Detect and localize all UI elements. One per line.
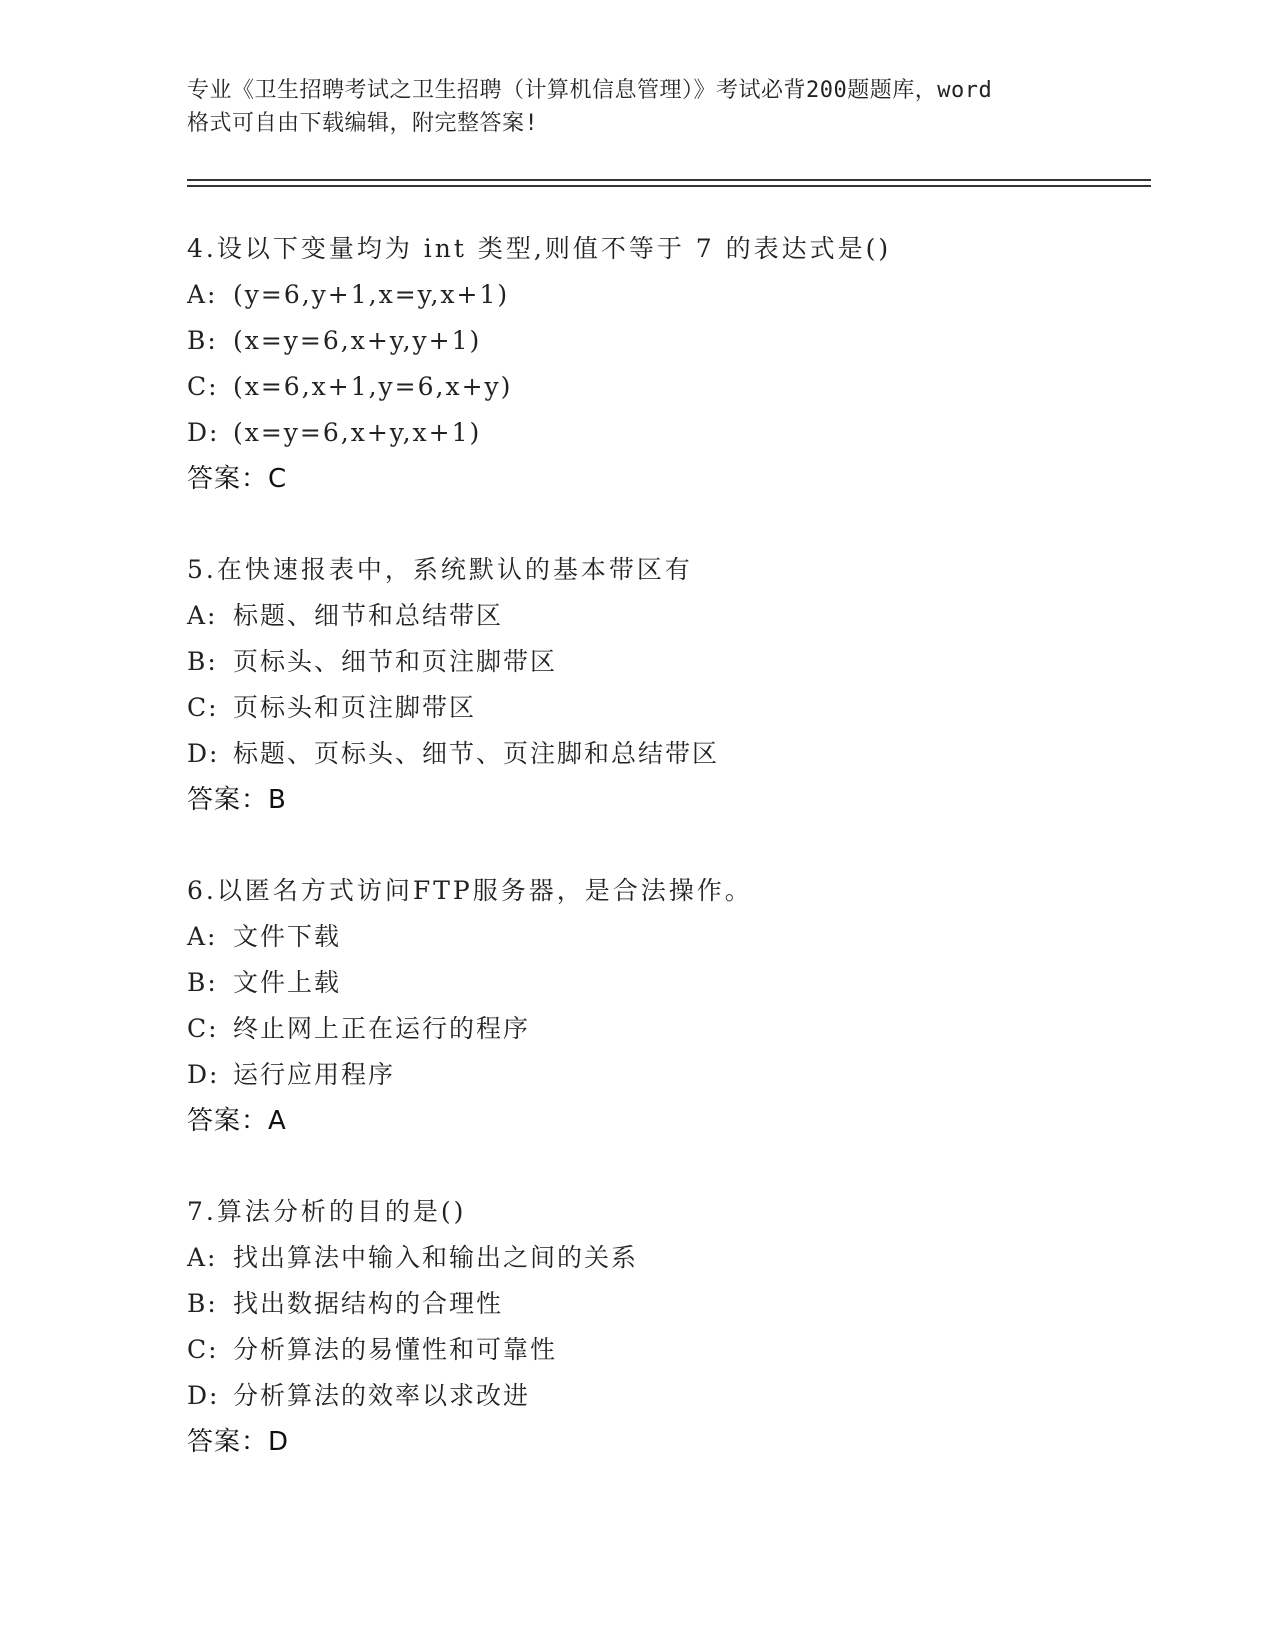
option-label: D: <box>187 739 220 768</box>
header-divider-bottom <box>187 185 1151 187</box>
option-c <box>187 1006 1147 1052</box>
option-c <box>187 364 1147 410</box>
option-text: 终止网上正在运行的程序 <box>233 1014 531 1043</box>
option-text: (x=y=6,x+y,x+1) <box>233 418 482 447</box>
option-text: 文件下载 <box>233 922 342 951</box>
option-label: B: <box>187 326 218 355</box>
option-label: C: <box>187 1014 219 1043</box>
header-divider-top <box>187 179 1151 181</box>
question-block <box>187 226 1147 502</box>
option-label: A: <box>187 601 218 630</box>
option-label: D: <box>187 1060 220 1089</box>
option-a <box>187 593 1147 639</box>
option-text: 标题、页标头、细节、页注脚和总结带区 <box>233 739 720 768</box>
option-b <box>187 1281 1147 1327</box>
answer-line: 答案：D <box>187 1427 290 1457</box>
option-text: 页标头和页注脚带区 <box>233 693 477 722</box>
answer-line: 答案：B <box>187 785 287 815</box>
option-d <box>187 1373 1147 1419</box>
option-label: D: <box>187 1381 220 1410</box>
option-label: C: <box>187 1335 219 1364</box>
option-label: C: <box>187 693 219 722</box>
option-label: C: <box>187 372 219 401</box>
option-text: 找出算法中输入和输出之间的关系 <box>233 1243 639 1272</box>
question-block <box>187 547 1147 823</box>
option-text: 页标头、细节和页注脚带区 <box>233 647 558 676</box>
option-text: 找出数据结构的合理性 <box>233 1289 504 1318</box>
option-label: B: <box>187 1289 218 1318</box>
option-label: B: <box>187 968 218 997</box>
option-d <box>187 410 1147 456</box>
question-block <box>187 868 1147 1144</box>
option-a <box>187 1235 1147 1281</box>
option-text: (x=6,x+1,y=6,x+y) <box>233 372 513 401</box>
document-header <box>187 74 1087 140</box>
option-label: A: <box>187 922 218 951</box>
option-text: 运行应用程序 <box>233 1060 396 1089</box>
option-c <box>187 1327 1147 1373</box>
option-text: 分析算法的易懂性和可靠性 <box>233 1335 558 1364</box>
option-b <box>187 318 1147 364</box>
question-stem: 5.在快速报表中，系统默认的基本带区有 <box>187 555 693 584</box>
question-stem: 7.算法分析的目的是() <box>187 1197 467 1226</box>
option-d <box>187 1052 1147 1098</box>
header-line-2: 格式可自由下载编辑，附完整答案! <box>187 111 539 136</box>
option-a <box>187 914 1147 960</box>
option-label: D: <box>187 418 220 447</box>
header-line-1: 专业《卫生招聘考试之卫生招聘（计算机信息管理）》考试必背200题题库，word <box>187 78 993 103</box>
option-b <box>187 960 1147 1006</box>
answer-line: 答案：A <box>187 1106 287 1136</box>
option-a <box>187 272 1147 318</box>
option-b <box>187 639 1147 685</box>
option-label: B: <box>187 647 218 676</box>
option-c <box>187 685 1147 731</box>
option-text: 标题、细节和总结带区 <box>233 601 504 630</box>
question-block <box>187 1189 1147 1465</box>
option-text: 分析算法的效率以求改进 <box>233 1381 531 1410</box>
option-text: (x=y=6,x+y,y+1) <box>233 326 482 355</box>
option-label: A: <box>187 280 218 309</box>
option-label: A: <box>187 1243 218 1272</box>
option-d <box>187 731 1147 777</box>
answer-line: 答案：C <box>187 464 288 494</box>
option-text: (y=6,y+1,x=y,x+1) <box>233 280 510 309</box>
option-text: 文件上载 <box>233 968 342 997</box>
question-stem: 4.设以下变量均为 int 类型,则值不等于 7 的表达式是() <box>187 234 892 263</box>
question-stem: 6.以匿名方式访问FTP服务器，是合法操作。 <box>187 876 753 905</box>
